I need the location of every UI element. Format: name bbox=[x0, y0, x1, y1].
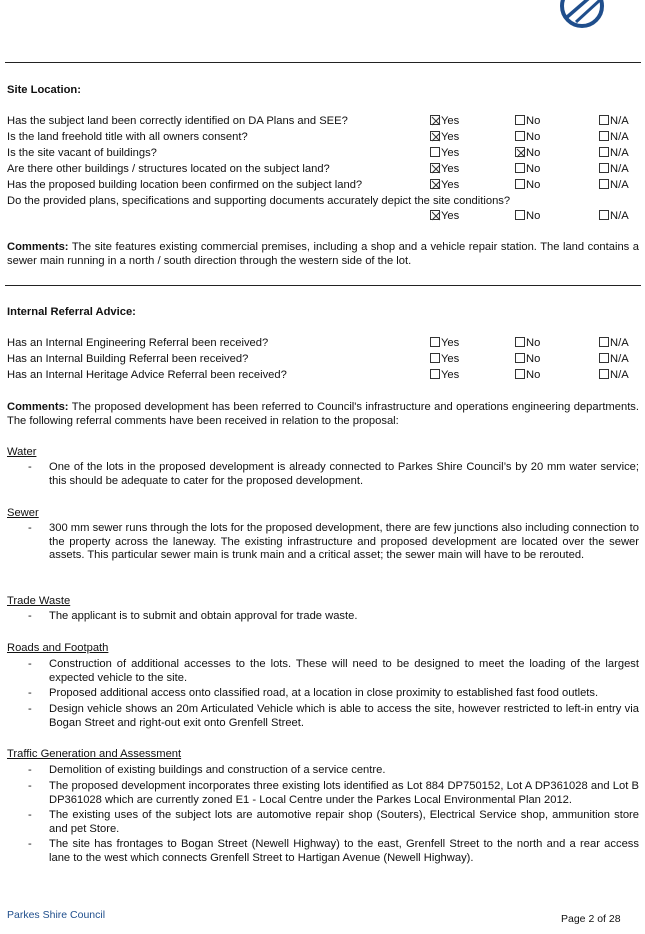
bullet-dash: - bbox=[28, 809, 32, 821]
option-yes-label: Yes bbox=[441, 179, 460, 191]
option-na[interactable] bbox=[599, 179, 629, 193]
option-no[interactable] bbox=[515, 131, 540, 145]
option-yes-checkbox[interactable] bbox=[430, 179, 440, 189]
internal-referral-heading: Internal Referral Advice: bbox=[7, 306, 136, 318]
option-yes-checkbox[interactable] bbox=[430, 369, 440, 379]
council-logo-icon bbox=[556, 0, 608, 36]
option-na[interactable] bbox=[599, 369, 629, 383]
option-na-label: N/A bbox=[610, 179, 629, 191]
option-na-checkbox[interactable] bbox=[599, 210, 609, 220]
internal-referral-comments bbox=[7, 401, 639, 428]
bullet-dash: - bbox=[28, 610, 32, 622]
option-no-checkbox[interactable] bbox=[515, 147, 525, 157]
option-na-checkbox[interactable] bbox=[599, 131, 609, 141]
option-na[interactable] bbox=[599, 147, 629, 161]
site-location-heading: Site Location: bbox=[7, 84, 81, 96]
bullet-item: Design vehicle shows an 20m Articulated Vehicle which is able to access the site, however restricted to left-in entry via Bogan Street and right-out exit onto Grenfell Street. bbox=[49, 703, 639, 729]
option-na-checkbox[interactable] bbox=[599, 115, 609, 125]
option-no-checkbox[interactable] bbox=[515, 210, 525, 220]
option-no-checkbox[interactable] bbox=[515, 131, 525, 141]
option-yes[interactable] bbox=[430, 115, 459, 129]
question-text: Has an Internal Building Referral been received? bbox=[7, 353, 249, 365]
option-na-checkbox[interactable] bbox=[599, 353, 609, 363]
bullet-dash: - bbox=[28, 461, 32, 473]
option-no-checkbox[interactable] bbox=[515, 163, 525, 173]
bullet-dash: - bbox=[28, 658, 32, 670]
option-na[interactable] bbox=[599, 210, 629, 224]
option-yes[interactable] bbox=[430, 131, 459, 145]
option-no[interactable] bbox=[515, 115, 540, 129]
option-yes-checkbox[interactable] bbox=[430, 115, 440, 125]
option-no-checkbox[interactable] bbox=[515, 353, 525, 363]
option-na-label: N/A bbox=[610, 337, 629, 349]
option-no-label: No bbox=[526, 163, 541, 175]
option-no-checkbox[interactable] bbox=[515, 115, 525, 125]
option-yes[interactable] bbox=[430, 163, 459, 177]
question-text: Has the proposed building location been confirmed on the subject land? bbox=[7, 179, 363, 191]
footer-org: Parkes Shire Council bbox=[7, 909, 106, 921]
option-no[interactable] bbox=[515, 179, 540, 193]
question-text: Is the land freehold title with all owners consent? bbox=[7, 131, 248, 143]
option-yes-label: Yes bbox=[441, 210, 460, 222]
bullet-item: 300 mm sewer runs through the lots for the proposed development, there are few junctions also including connection to the property across the laneway. The existing infrastructure and proposed development are located over the sewer assets. This particular sewer main is trunk main and a critical asset; the sewer main will have to be rerouted. bbox=[49, 522, 639, 561]
option-no[interactable] bbox=[515, 210, 540, 224]
option-no-label: No bbox=[526, 147, 541, 159]
option-yes-label: Yes bbox=[441, 131, 460, 143]
option-na[interactable] bbox=[599, 337, 629, 351]
option-yes-checkbox[interactable] bbox=[430, 147, 440, 157]
option-no[interactable] bbox=[515, 337, 540, 351]
option-no-label: No bbox=[526, 179, 541, 191]
option-no-checkbox[interactable] bbox=[515, 179, 525, 189]
option-yes[interactable] bbox=[430, 353, 459, 367]
option-no-label: No bbox=[526, 369, 541, 381]
section-title: Trade Waste bbox=[7, 595, 71, 607]
option-yes-checkbox[interactable] bbox=[430, 337, 440, 347]
option-na-checkbox[interactable] bbox=[599, 337, 609, 347]
bullet-dash: - bbox=[28, 764, 32, 776]
bullet-item: Construction of additional accesses to the lots. These will need to be designed to meet the loading of the largest expected vehicle to the site. bbox=[49, 658, 639, 684]
option-no-label: No bbox=[526, 115, 541, 127]
option-no-label: No bbox=[526, 353, 541, 365]
option-na[interactable] bbox=[599, 131, 629, 145]
option-no[interactable] bbox=[515, 369, 540, 383]
option-yes-label: Yes bbox=[441, 337, 460, 349]
option-yes-checkbox[interactable] bbox=[430, 131, 440, 141]
option-na-label: N/A bbox=[610, 163, 629, 175]
option-na-label: N/A bbox=[610, 210, 629, 222]
section-title: Water bbox=[7, 446, 37, 458]
bullet-dash: - bbox=[28, 703, 32, 715]
option-yes-checkbox[interactable] bbox=[430, 163, 440, 173]
option-no[interactable] bbox=[515, 353, 540, 367]
question-text: Has the subject land been correctly identified on DA Plans and SEE? bbox=[7, 115, 348, 127]
option-na-label: N/A bbox=[610, 369, 629, 381]
section-title: Traffic Generation and Assessment bbox=[7, 748, 182, 760]
question-text: Has an Internal Heritage Advice Referral been received? bbox=[7, 369, 287, 381]
bullet-dash: - bbox=[28, 522, 32, 534]
option-yes-checkbox[interactable] bbox=[430, 353, 440, 363]
comments-label: Comments: bbox=[7, 241, 69, 253]
option-na-checkbox[interactable] bbox=[599, 163, 609, 173]
section-title: Roads and Footpath bbox=[7, 642, 109, 654]
option-na-label: N/A bbox=[610, 353, 629, 365]
bullet-item: The site has frontages to Bogan Street (Newell Highway) to the east, Grenfell Street to the north and a rear access lane to the west which connects Grenfell Street to Hartigan Avenue (Newell Highway). bbox=[49, 838, 639, 864]
option-yes-label: Yes bbox=[441, 115, 460, 127]
option-yes-label: Yes bbox=[441, 163, 460, 175]
option-na-checkbox[interactable] bbox=[599, 147, 609, 157]
bullet-dash: - bbox=[28, 838, 32, 850]
option-yes-label: Yes bbox=[441, 147, 460, 159]
option-yes-label: Yes bbox=[441, 353, 460, 365]
question-text: Are there other buildings / structures located on the subject land? bbox=[7, 163, 330, 175]
option-no-label: No bbox=[526, 337, 541, 349]
bullet-dash: - bbox=[28, 687, 32, 699]
section-title: Sewer bbox=[7, 507, 39, 519]
option-na-checkbox[interactable] bbox=[599, 179, 609, 189]
question-text: Is the site vacant of buildings? bbox=[7, 147, 157, 159]
option-no[interactable] bbox=[515, 147, 540, 161]
footer-page-number: Page 2 of 28 bbox=[561, 913, 621, 925]
option-na[interactable] bbox=[599, 353, 629, 367]
option-yes-checkbox[interactable] bbox=[430, 210, 440, 220]
option-na[interactable] bbox=[599, 115, 629, 129]
option-no-checkbox[interactable] bbox=[515, 337, 525, 347]
top-rule bbox=[5, 62, 641, 63]
site-location-comments bbox=[7, 241, 639, 268]
question-text: Has an Internal Engineering Referral been received? bbox=[7, 337, 269, 349]
option-na[interactable] bbox=[599, 163, 629, 177]
comments-label: Comments: bbox=[7, 401, 69, 413]
bullet-item: One of the lots in the proposed development is already connected to Parkes Shire Council’s by 20 mm water service; this should be adequate to cater for the proposed development. bbox=[49, 461, 639, 487]
bullet-item: Demolition of existing buildings and construction of a service centre. bbox=[49, 764, 386, 776]
bullet-item: The applicant is to submit and obtain approval for trade waste. bbox=[49, 610, 358, 622]
option-no[interactable] bbox=[515, 163, 540, 177]
bullet-dash: - bbox=[28, 780, 32, 792]
bullet-item: Proposed additional access onto classified road, at a location in close proximity to established fast food outlets. bbox=[49, 687, 599, 699]
option-na-label: N/A bbox=[610, 131, 629, 143]
option-yes[interactable] bbox=[430, 179, 459, 193]
option-no-checkbox[interactable] bbox=[515, 369, 525, 379]
bullet-item: The proposed development incorporates three existing lots identified as Lot 884 DP750152, Lot A DP361028 and Lot B DP361028 which are currently zoned E1 - Local Centre under the Parkes Local Environmental Plan 2012. bbox=[49, 780, 639, 806]
option-yes[interactable] bbox=[430, 210, 459, 224]
option-yes[interactable] bbox=[430, 147, 459, 161]
option-no-label: No bbox=[526, 210, 541, 222]
option-yes[interactable] bbox=[430, 337, 459, 351]
option-yes[interactable] bbox=[430, 369, 459, 383]
section-rule bbox=[5, 285, 641, 286]
option-yes-label: Yes bbox=[441, 369, 460, 381]
option-na-label: N/A bbox=[610, 147, 629, 159]
comments-text: The site features existing commercial premises, including a shop and a vehicle repair station. The land contains a sewer main running in a north / south direction through the western side of the lot. bbox=[7, 241, 639, 267]
question-text: Do the provided plans, specifications and supporting documents accurately depict the site conditions? bbox=[7, 195, 511, 207]
option-no-label: No bbox=[526, 131, 541, 143]
comments-text: The proposed development has been referred to Council's infrastructure and operations engineering departments. The following referral comments have been received in relation to the proposal: bbox=[7, 401, 639, 427]
bullet-item: The existing uses of the subject lots are automotive repair shop (Souters), Electrical Service shop, ammunition store and pet Store. bbox=[49, 809, 639, 835]
option-na-checkbox[interactable] bbox=[599, 369, 609, 379]
option-na-label: N/A bbox=[610, 115, 629, 127]
